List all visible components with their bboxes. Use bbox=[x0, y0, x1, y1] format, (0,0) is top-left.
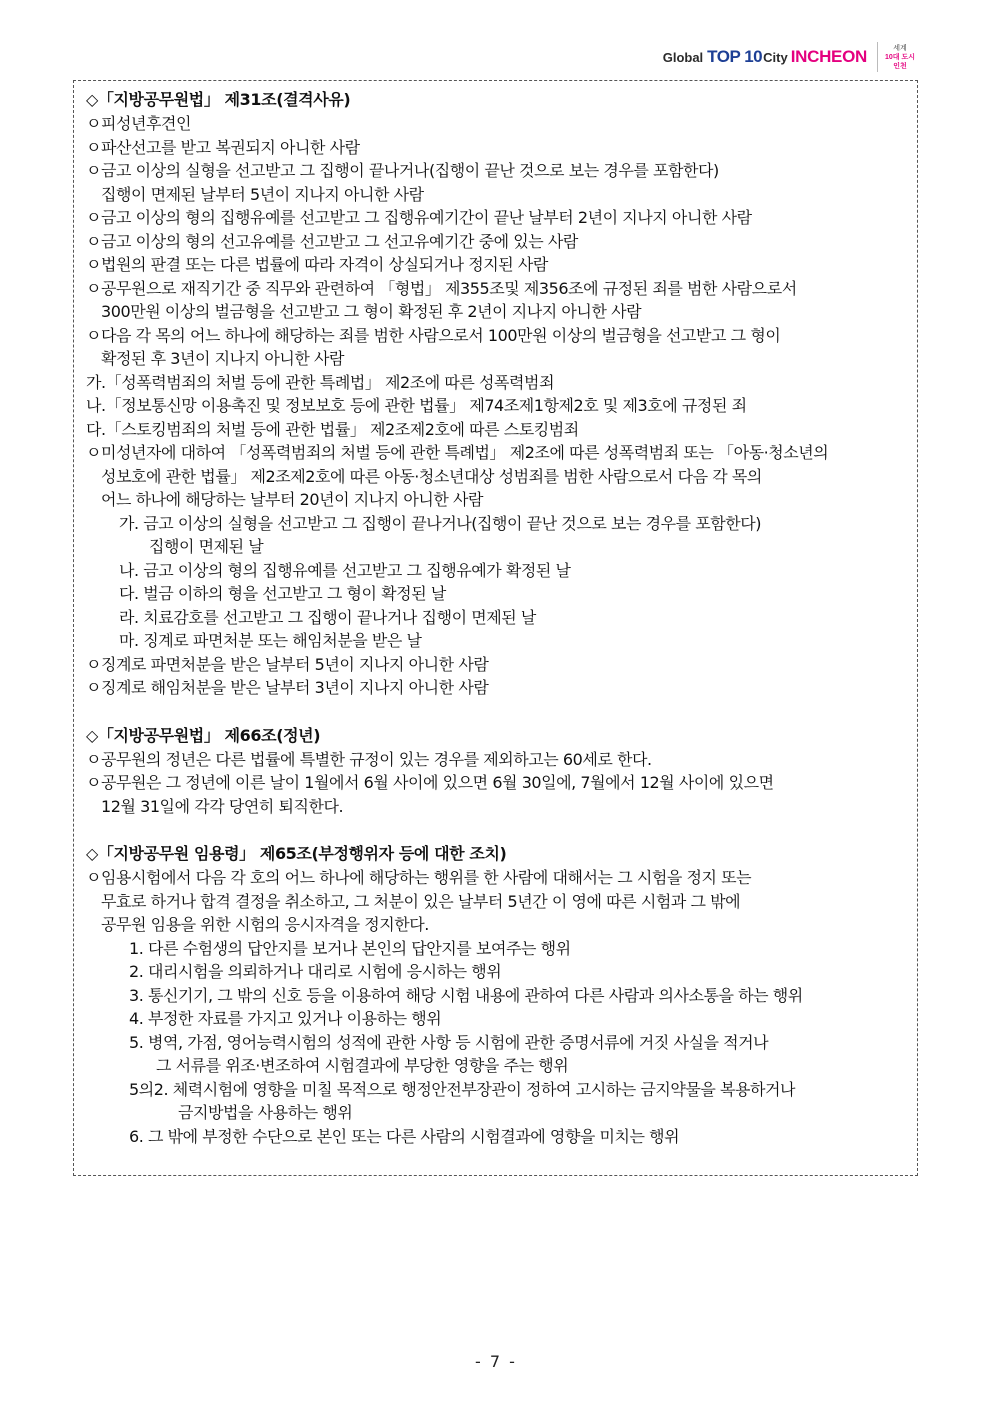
incheon-logo bbox=[663, 47, 867, 67]
badge-line2: 10대 도시 bbox=[884, 53, 916, 61]
list-item: ㅇ다음 각 목의 어느 하나에 해당하는 죄를 범한 사람으로서 100만원 이상의 벌금형을 선고받고 그 형이 확정된 후 3년이 지나지 아니한 사람 bbox=[86, 325, 781, 368]
section-disqualification bbox=[86, 88, 901, 700]
badge-line3: 인천 bbox=[893, 62, 907, 70]
list-item: ㅇ임용시험에서 다음 각 호의 어느 하나에 해당하는 행위를 한 사람에 대해서는 그 시험을 정지 또는 무효로 하거나 합격 결정을 취소하고, 그 처분이 있은 날부터 5년간 이 영에 따른 시험과 그 밖에 공무원 임용을 위한 시험의 응시자격을 정지한다. bbox=[86, 868, 752, 934]
list-item: ㅇ징계로 파면처분을 받은 날부터 5년이 지나지 아니한 사람 bbox=[86, 654, 489, 674]
law-excerpt-box bbox=[73, 80, 918, 1176]
sub-item: 라. 치료감호를 선고받고 그 집행이 끝나거나 집행이 면제된 날 bbox=[119, 607, 536, 627]
section-title: ◇「지방공무원 임용령」 제65조(부정행위자 등에 대한 조치) bbox=[86, 844, 507, 863]
numbered-item: 2. 대리시험을 의뢰하거나 대리로 시험에 응시하는 행위 bbox=[129, 962, 502, 981]
sub-item: 나. 금고 이상의 형의 집행유예를 선고받고 그 집행유예가 확정된 날 bbox=[119, 560, 571, 580]
list-item: ㅇ금고 이상의 형의 선고유예를 선고받고 그 선고유예기간 중에 있는 사람 bbox=[86, 231, 578, 251]
sub-item: 다. 벌금 이하의 형을 선고받고 그 형이 확정된 날 bbox=[119, 584, 446, 603]
list-item: ㅇ금고 이상의 형의 집행유예를 선고받고 그 집행유예기간이 끝난 날부터 2년이 지나지 아니한 사람 bbox=[86, 208, 752, 227]
logo-top10: TOP 10 bbox=[707, 47, 763, 66]
logo-global: Global bbox=[662, 50, 704, 65]
list-item: ㅇ법원의 판결 또는 다른 법률에 따라 자격이 상실되거나 정지된 사람 bbox=[86, 255, 548, 274]
numbered-item: 1. 다른 수험생의 답안지를 보거나 본인의 답안지를 보여주는 행위 bbox=[129, 938, 571, 958]
section-title: ◇「지방공무원법」 제66조(정년) bbox=[86, 725, 321, 745]
list-item: ㅇ공무원의 정년은 다른 법률에 특별한 규정이 있는 경우를 제외하고는 60세로 한다. bbox=[86, 749, 652, 769]
header-logo bbox=[663, 40, 922, 74]
sub-item: 마. 징계로 파면처분 또는 해임처분을 받은 날 bbox=[119, 631, 422, 650]
section-retirement-age bbox=[86, 724, 901, 819]
logo-incheon: INCHEON bbox=[790, 47, 867, 66]
section-title: ◇「지방공무원법」 제31조(결격사유) bbox=[86, 90, 351, 109]
incheon-badge bbox=[877, 42, 922, 72]
page-number: - 7 - bbox=[475, 1352, 517, 1371]
sub-item: 가.「성폭력범죄의 처벌 등에 관한 특례법」 제2조에 따른 성폭력범죄 bbox=[86, 372, 555, 392]
list-item: ㅇ파산선고를 받고 복권되지 아니한 사람 bbox=[86, 137, 360, 157]
sub-item: 나.「정보통신망 이용촉진 및 정보보호 등에 관한 법률」 제74조제1항제2호 및 제3호에 규정된 죄 bbox=[86, 396, 747, 415]
list-item: ㅇ피성년후견인 bbox=[86, 114, 192, 133]
section-misconduct-measures bbox=[86, 842, 901, 1148]
badge-line1: 세계 bbox=[893, 44, 907, 52]
numbered-item: 5의2. 체력시험에 영향을 미칠 목적으로 행정안전부장관이 정하여 고시하는 금지약물을 복용하거나 금지방법을 사용하는 행위 bbox=[129, 1079, 796, 1122]
sub-item: 다.「스토킹범죄의 처벌 등에 관한 법률」 제2조제2호에 따른 스토킹범죄 bbox=[86, 419, 579, 439]
list-item: ㅇ공무원은 그 정년에 이른 날이 1월에서 6월 사이에 있으면 6월 30일에, 7월에서 12월 사이에 있으면 12월 31일에 각각 당연히 퇴직한다. bbox=[86, 773, 774, 816]
list-item: ㅇ미성년자에 대하여 「성폭력범죄의 처벌 등에 관한 특례법」 제2조에 따른 성폭력범죄 또는 「아동·청소년의 성보호에 관한 법률」 제2조제2호에 따른 아동·청소년대상 성범죄를 범한 사람으로서 다음 각 목의 어느 하나에 해당하는 날부터 20년이 지나지 아니한 사람 bbox=[86, 443, 829, 509]
sub-item: 가. 금고 이상의 실형을 선고받고 그 집행이 끝나거나(집행이 끝난 것으로 보는 경우를 포함한다) 집행이 면제된 날 bbox=[119, 513, 762, 556]
logo-city: City bbox=[763, 50, 788, 65]
numbered-item: 5. 병역, 가점, 영어능력시험의 성적에 관한 사항 등 시험에 관한 증명서류에 거짓 사실을 적거나 그 서류를 위조·변조하여 시험결과에 부당한 영향을 주는 행위 bbox=[129, 1032, 769, 1075]
numbered-item: 6. 그 밖에 부정한 수단으로 본인 또는 다른 사람의 시험결과에 영향을 미치는 행위 bbox=[129, 1126, 680, 1146]
list-item: ㅇ금고 이상의 실형을 선고받고 그 집행이 끝나거나(집행이 끝난 것으로 보는 경우를 포함한다) 집행이 면제된 날부터 5년이 지나지 아니한 사람 bbox=[86, 161, 719, 204]
list-item: ㅇ공무원으로 재직기간 중 직무와 관련하여 「형법」 제355조및 제356조에 규정된 죄를 범한 사람으로서 300만원 이상의 벌금형을 선고받고 그 형이 확정된 후 2년이 지나지 아니한 사람 bbox=[86, 278, 797, 321]
numbered-item: 3. 통신기기, 그 밖의 신호 등을 이용하여 해당 시험 내용에 관하여 다른 사람과 의사소통을 하는 행위 bbox=[129, 985, 803, 1005]
list-item: ㅇ징계로 해임처분을 받은 날부터 3년이 지나지 아니한 사람 bbox=[86, 678, 489, 697]
numbered-item: 4. 부정한 자료를 가지고 있거나 이용하는 행위 bbox=[129, 1009, 442, 1028]
